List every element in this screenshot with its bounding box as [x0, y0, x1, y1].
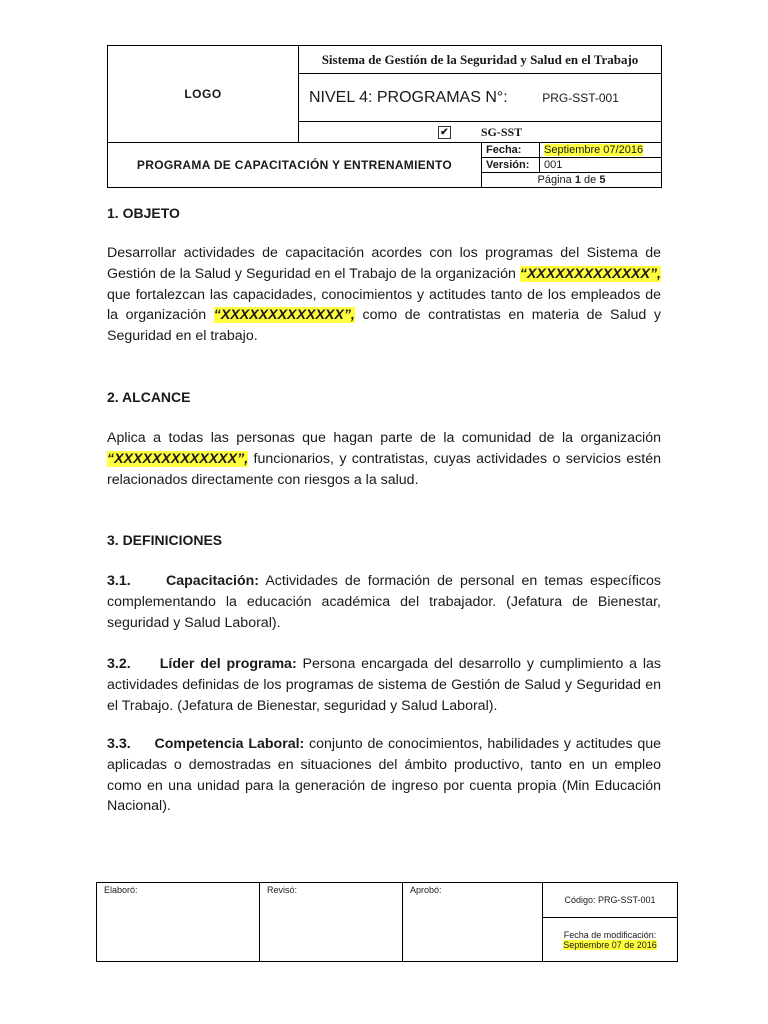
logo-placeholder: LOGO	[108, 46, 299, 143]
program-title: PROGRAMA DE CAPACITACIÓN Y ENTRENAMIENTO	[108, 143, 482, 188]
sgsst-row	[299, 122, 662, 143]
elaboro-cell: Elaboró:	[97, 883, 260, 962]
fecha-modificacion-value: Septiembre 07 de 2016	[563, 939, 657, 950]
section-objeto-text: Desarrollar actividades de capacitación acordes con los programas del Sistema de Gestión de la Salud y Seguridad en el Trabajo de la organización “XXXXXXXXXXXXX”, que fortalezcan las capacidades, conocimientos y actitudes tanto de los empleados de la organización “XXXXXXXXXXXXX”, como de contratistas en materia de Salud y Seguridad en el trabajo.	[107, 245, 662, 345]
section-definiciones-title: 3. DEFINICIONES	[107, 532, 223, 548]
reviso-cell: Revisó:	[260, 883, 403, 962]
definition-lider: 3.2. Líder del programa: Persona encargada del desarrollo y cumplimiento a las actividades definidas de los programas de sistema de Gestión de Salud y Seguridad en el Trabajo. (Jefatura de Bienestar, seguridad y Salud Laboral).	[107, 656, 661, 714]
section-objeto-title: 1. OBJETO	[107, 205, 180, 221]
check-icon: ✔	[438, 126, 451, 139]
version-value: 001	[540, 158, 662, 173]
approval-footer	[96, 882, 678, 962]
org-placeholder: “XXXXXXXXXXXXX”,	[519, 265, 661, 282]
sgsst-label: SG-SST	[480, 124, 523, 139]
fecha-value: Septiembre 07/2016	[540, 143, 662, 158]
program-code: PRG-SST-001	[542, 90, 619, 105]
codigo-cell: Código: PRG-SST-001	[543, 883, 678, 918]
definition-capacitacion: 3.1. Capacitación: Actividades de formación de personal en temas específicos complementando la educación académica del trabajador. (Jefatura de Bienestar, seguridad y Salud Laboral).	[107, 573, 661, 631]
section-alcance-title: 2. ALCANCE	[107, 389, 191, 405]
system-title: Sistema de Gestión de la Seguridad y Salud en el Trabajo	[299, 46, 662, 74]
section-alcance-text: Aplica a todas las personas que hagan parte de la comunidad de la organización “XXXXXXXXXXXXX”, funcionarios, y contratistas, cuyas actividades o servicios estén relacionados directamente con riesgos a la salud.	[107, 430, 661, 488]
nivel-label: NIVEL 4: PROGRAMAS N°:	[309, 88, 508, 106]
version-label: Versión:	[482, 158, 540, 173]
fecha-modificacion-cell: Fecha de modificación: Septiembre 07 de 2016	[543, 918, 678, 962]
page-indicator: Página 1 de 5	[482, 173, 662, 188]
org-placeholder: “XXXXXXXXXXXXX”,	[213, 307, 355, 324]
definition-competencia: 3.3. Competencia Laboral: conjunto de conocimientos, habilidades y actitudes que aplicadas o demostradas en situaciones del ámbito productivo, tanto en un empleo como en una unidad para la generación de ingreso por cuenta propia (Min Educación Nacional).	[107, 736, 661, 815]
fecha-label: Fecha:	[482, 143, 540, 158]
nivel-row	[299, 74, 662, 122]
org-placeholder: “XXXXXXXXXXXXX”,	[107, 450, 249, 467]
aprobo-cell: Aprobó:	[403, 883, 543, 962]
document-header	[107, 45, 662, 188]
